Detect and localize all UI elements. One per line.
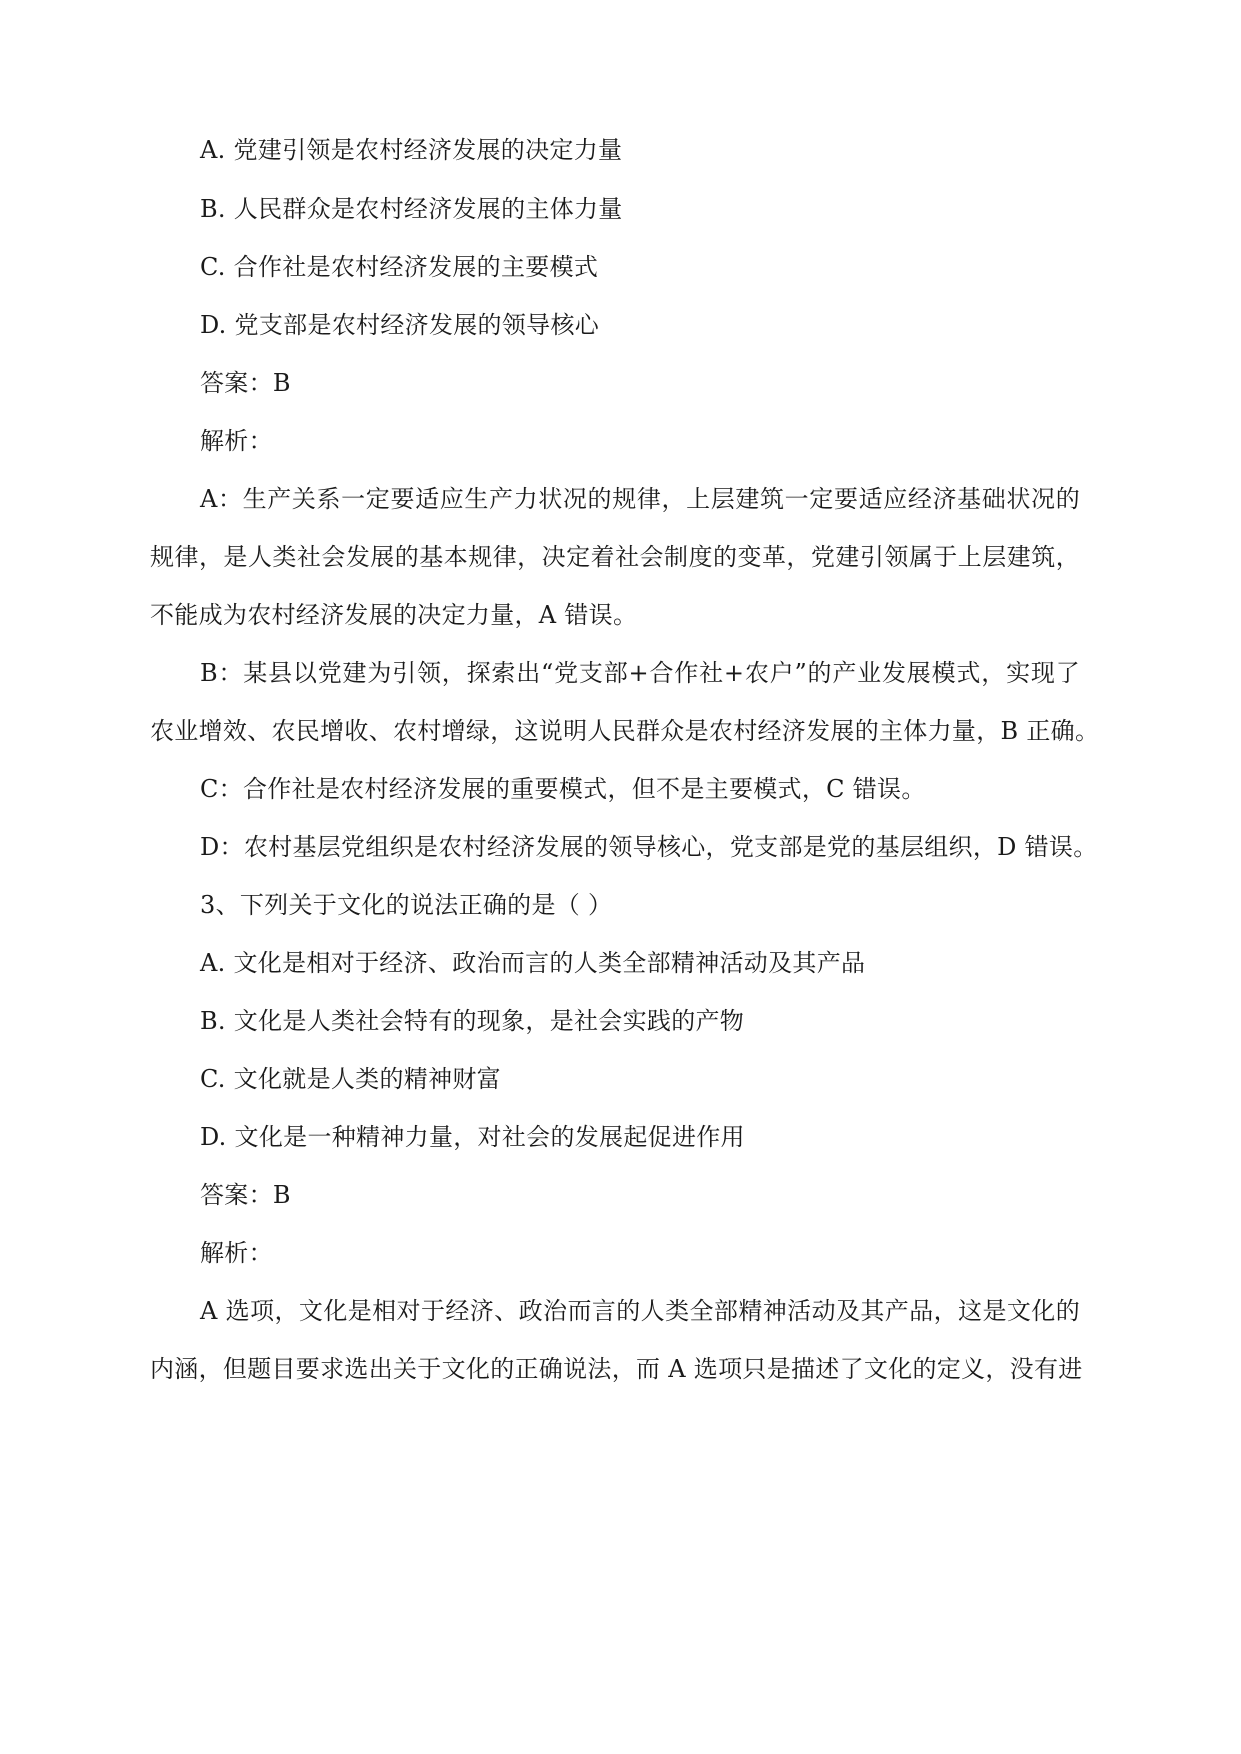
q2-analysis-d: D：农村基层党组织是农村经济发展的领导核心，党支部是党的基层组织，D 错误。 bbox=[200, 833, 1098, 861]
q3-question: 3、下列关于文化的说法正确的是（ ） bbox=[200, 891, 613, 919]
q3-analysis-a-line1: A 选项，文化是相对于经济、政治而言的人类全部精神活动及其产品，这是文化的 bbox=[200, 1297, 1080, 1325]
q2-option-d: D. 党支部是农村经济发展的领导核心 bbox=[200, 311, 600, 339]
q3-option-a: A. 文化是相对于经济、政治而言的人类全部精神活动及其产品 bbox=[200, 949, 866, 977]
q3-option-c: C. 文化就是人类的精神财富 bbox=[200, 1065, 501, 1093]
q2-analysis-c: C：合作社是农村经济发展的重要模式，但不是主要模式，C 错误。 bbox=[200, 775, 926, 803]
q3-option-b: B. 文化是人类社会特有的现象，是社会实践的产物 bbox=[200, 1007, 745, 1035]
q3-answer: 答案：B bbox=[200, 1181, 291, 1209]
q2-answer: 答案：B bbox=[200, 369, 291, 397]
q2-analysis-a-line2: 规律，是人类社会发展的基本规律，决定着社会制度的变革，党建引领属于上层建筑， bbox=[150, 543, 1080, 571]
q2-analysis-label: 解析： bbox=[200, 427, 273, 455]
q3-analysis-label: 解析： bbox=[200, 1239, 273, 1267]
q2-analysis-a-line3: 不能成为农村经济发展的决定力量，A 错误。 bbox=[150, 601, 638, 629]
q3-analysis-a-line2: 内涵，但题目要求选出关于文化的正确说法，而 A 选项只是描述了文化的定义，没有进 bbox=[150, 1355, 1083, 1383]
q2-analysis-b-line2: 农业增效、农民增收、农村增绿，这说明人民群众是农村经济发展的主体力量，B 正确。 bbox=[150, 717, 1100, 745]
q2-option-a: A. 党建引领是农村经济发展的决定力量 bbox=[200, 136, 623, 164]
q2-analysis-a-line1: A：生产关系一定要适应生产力状况的规律，上层建筑一定要适应经济基础状况的 bbox=[200, 485, 1080, 513]
q3-option-d: D. 文化是一种精神力量，对社会的发展起促进作用 bbox=[200, 1123, 745, 1151]
q2-option-b: B. 人民群众是农村经济发展的主体力量 bbox=[200, 195, 623, 223]
q2-analysis-b-line1: B：某县以党建为引领，探索出“党支部+合作社+农户”的产业发展模式，实现了 bbox=[200, 659, 1080, 687]
q2-option-c: C. 合作社是农村经济发展的主要模式 bbox=[200, 253, 599, 281]
